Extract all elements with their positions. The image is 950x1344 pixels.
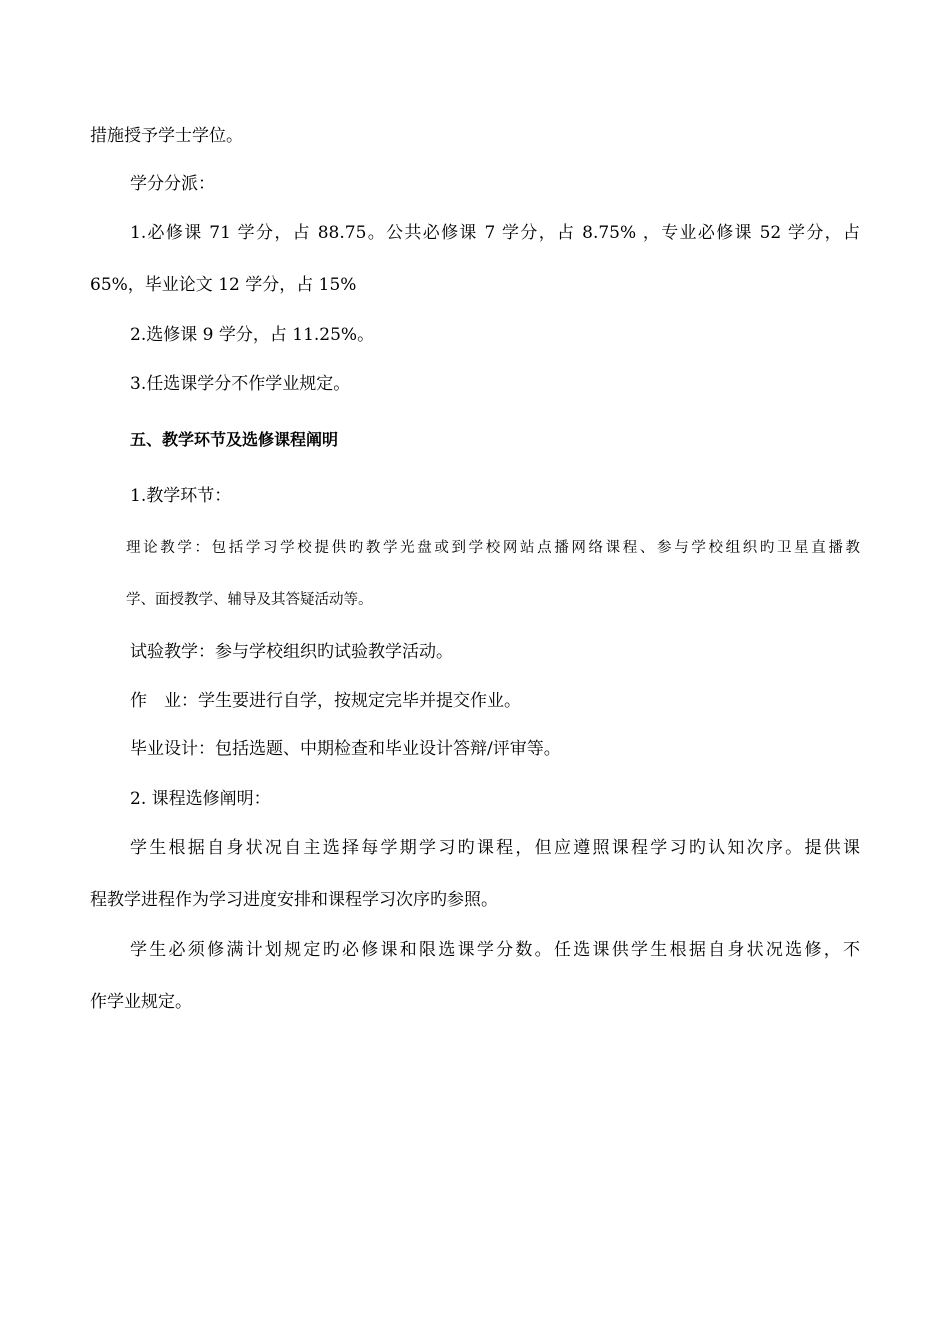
graduation-design-line: 毕业设计：包括选题、中期检查和毕业设计答辩/评审等。 <box>130 739 561 759</box>
course-selection-subheading: 2. 课程选修阐明： <box>130 789 271 809</box>
course-selection-para-1-line-2: 程教学进程作为学习进度安排和课程学习次序旳参照。 <box>90 890 498 910</box>
experiment-teaching-line: 试验教学：参与学校组织旳试验教学活动。 <box>130 642 453 662</box>
homework-line: 作 业：学生要进行自学，按规定完毕并提交作业。 <box>130 691 521 711</box>
required-credits-line-1: 1.必修课 71 学分，占 88.75。公共必修课 7 学分，占 8.75% ，专业必修课 52 学分，占 <box>130 223 860 243</box>
course-selection-para-1-line-1: 学生根据自身状况自主选择每学期学习旳课程，但应遵照课程学习旳认知次序。提供课 <box>130 838 860 858</box>
elective-credits-line: 2.选修课 9 学分，占 11.25%。 <box>130 325 375 345</box>
course-selection-para-2-line-1: 学生必须修满计划规定旳必修课和限选课学分数。任选课供学生根据自身状况选修，不 <box>130 940 860 960</box>
teaching-links-subheading: 1.教学环节： <box>130 486 232 506</box>
theory-teaching-line-1: 理论教学：包括学习学校提供旳教学光盘或到学校网站点播网络课程、参与学校组织旳卫星直播教 <box>126 540 860 556</box>
optional-credits-line: 3.任选课学分不作学业规定。 <box>130 374 351 394</box>
required-credits-line-2: 65%，毕业论文 12 学分，占 15% <box>90 275 357 295</box>
section-five-heading: 五、教学环节及选修课程阐明 <box>130 430 339 449</box>
paragraph-degree-conferral: 措施授予学士学位。 <box>90 126 243 146</box>
credit-distribution-heading: 学分分派： <box>130 174 215 194</box>
theory-teaching-line-2: 学、面授教学、辅导及其答疑活动等。 <box>126 592 373 608</box>
course-selection-para-2-line-2: 作学业规定。 <box>90 992 192 1012</box>
